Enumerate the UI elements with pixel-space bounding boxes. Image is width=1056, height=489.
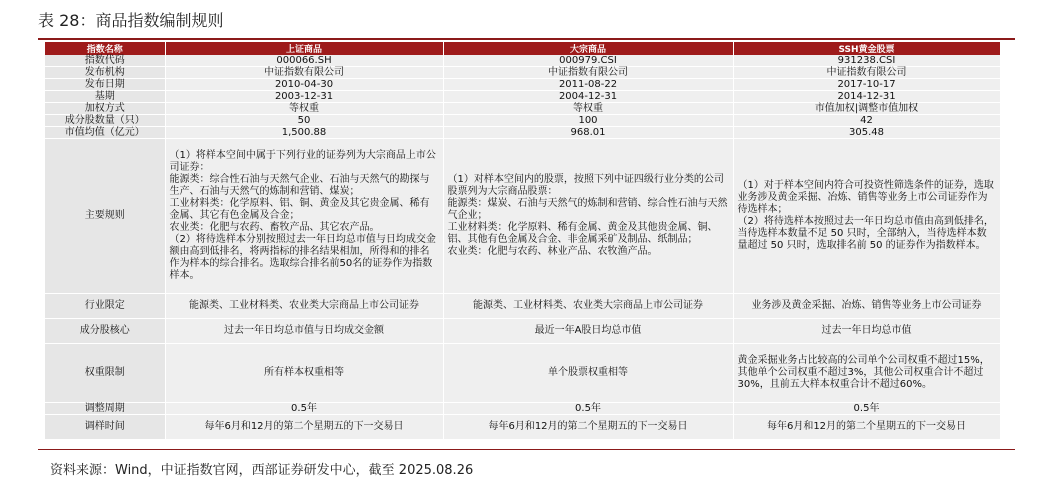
table-cell: 中证指数有限公司 [165, 67, 443, 79]
row-label: 权重限制 [45, 344, 165, 403]
table-row [45, 55, 1000, 67]
footer-divider [38, 449, 1015, 450]
table-cell: 每年6月和12月的第二个星期五的下一交易日 [733, 415, 1000, 440]
table-cell: 000066.SH [165, 55, 443, 67]
table-cell: 等权重 [165, 103, 443, 115]
table-cell: 最近一年A股日均总市值 [443, 319, 733, 344]
table-cell: 0.5年 [443, 403, 733, 415]
table-row [45, 127, 1000, 139]
table-cell: 中证指数有限公司 [443, 67, 733, 79]
table-cell: 2004-12-31 [443, 91, 733, 103]
table-cell: 100 [443, 115, 733, 127]
rules-cell-shangzheng [165, 139, 443, 294]
table-row [45, 91, 1000, 103]
table-cell: 黄金采掘业务占比较高的公司单个公司权重不超过15%，其他单个公司权重不超过3%，其他公司权重合计不超过30%，且前五大样本权重合计不超过60%。 [733, 344, 1000, 403]
table-row [45, 103, 1000, 115]
table-cell: 过去一年日均总市值 [733, 319, 1000, 344]
table-cell: 968.01 [443, 127, 733, 139]
table-row [45, 115, 1000, 127]
table-cell: 业务涉及黄金采掘、冶炼、销售等业务上市公司证券 [733, 294, 1000, 319]
table-cell: 0.5年 [165, 403, 443, 415]
rules-paragraph: 农业类：化肥与农药、畜牧产品、其它农产品。 [169, 222, 380, 233]
row-label: 成分股数量（只） [45, 115, 165, 127]
table-row [45, 415, 1000, 440]
table-cell: 能源类、工业材料类、农业类大宗商品上市公司证券 [443, 294, 733, 319]
table-cell: 所有样本权重相等 [165, 344, 443, 403]
rules-cell-ssh-gold [733, 139, 1000, 294]
rules-paragraph: （1）将样本空间中属于下列行业的证券列为大宗商品上市公司证券： [169, 150, 436, 173]
header-cell: 上证商品 [165, 42, 443, 55]
row-label: 主要规则 [45, 139, 165, 294]
table-cell: 单个股票权重相等 [443, 344, 733, 403]
row-label: 发布日期 [45, 79, 165, 91]
table-row-main-rules [45, 139, 1000, 294]
table-cell: 能源类、工业材料类、农业类大宗商品上市公司证券 [165, 294, 443, 319]
row-label: 调整周期 [45, 403, 165, 415]
index-rules-table [45, 42, 1001, 440]
table-cell: 000979.CSI [443, 55, 733, 67]
rules-paragraph: 能源类：综合性石油与天然气企业、石油与天然气的勘探与生产、石油与天然气的炼制和营销、煤炭； [169, 174, 430, 197]
table-cell: 931238.CSI [733, 55, 1000, 67]
header-cell: SSH黄金股票 [733, 42, 1000, 55]
rules-paragraph: 工业材料类：化学原料、稀有金属、黄金及其他贵金属、铜、铝、其他有色金属及合金、非金属采矿及制品、纸制品； [447, 222, 718, 245]
header-cell: 指数名称 [45, 42, 165, 55]
rules-paragraph: 工业材料类：化学原料、铝、铜、黄金及其它贵金属、稀有金属、其它有色金属及合金； [169, 198, 430, 221]
rules-paragraph: （1）对于样本空间内符合可投资性筛选条件的证券，选取业务涉及黄金采掘、冶炼、销售等业务上市公司证券作为待选样本； [737, 180, 994, 215]
row-label: 发布机构 [45, 67, 165, 79]
table-cell: 42 [733, 115, 1000, 127]
row-label: 成分股核心 [45, 319, 165, 344]
row-label: 行业限定 [45, 294, 165, 319]
table-row [45, 403, 1000, 415]
table-cell: 2011-08-22 [443, 79, 733, 91]
source-note: 资料来源：Wind，中证指数官网，西部证券研发中心，截至 2025.08.26 [50, 463, 474, 478]
rules-paragraph: 农业类：化肥与农药、林业产品、农牧渔产品。 [447, 246, 658, 257]
header-cell: 大宗商品 [443, 42, 733, 55]
header-row [45, 42, 1000, 55]
table-cell: 每年6月和12月的第二个星期五的下一交易日 [443, 415, 733, 440]
row-label: 基期 [45, 91, 165, 103]
table-cell: 中证指数有限公司 [733, 67, 1000, 79]
table-row [45, 79, 1000, 91]
title-divider [38, 38, 1015, 40]
rules-paragraph: （2）将待选样本分别按照过去一年日均总市值与日均成交金额由高到低排名，将两指标的排名结果相加，所得和的排名作为样本的综合排名。选取综合排名前50名的证券作为指数样本。 [169, 234, 436, 281]
table-cell: 市值加权|调整市值加权 [733, 103, 1000, 115]
table-cell: 2003-12-31 [165, 91, 443, 103]
table-cell: 2014-12-31 [733, 91, 1000, 103]
table-row [45, 294, 1000, 319]
table-cell: 每年6月和12月的第二个星期五的下一交易日 [165, 415, 443, 440]
table-cell: 305.48 [733, 127, 1000, 139]
table-row [45, 319, 1000, 344]
rules-paragraph: （2）将待选样本按照过去一年日均总市值由高到低排名，当待选样本数量不足 50 只时，全部纳入，当待选样本数量超过 50 只时，选取排名前 50 的证券作为指数样本。 [737, 216, 994, 251]
table-cell: 1,500.88 [165, 127, 443, 139]
table-row [45, 344, 1000, 403]
table-cell: 0.5年 [733, 403, 1000, 415]
table-cell: 等权重 [443, 103, 733, 115]
table-title: 表 28：商品指数编制规则 [38, 11, 224, 30]
table-cell: 50 [165, 115, 443, 127]
row-label: 指数代码 [45, 55, 165, 67]
table-cell: 过去一年日均总市值与日均成交金额 [165, 319, 443, 344]
row-label: 加权方式 [45, 103, 165, 115]
row-label: 市值均值（亿元） [45, 127, 165, 139]
table-cell: 2010-04-30 [165, 79, 443, 91]
rules-paragraph: （1）对样本空间内的股票，按照下列中证四级行业分类的公司股票列为大宗商品股票： [447, 174, 724, 197]
rules-cell-dazong [443, 139, 733, 294]
table-row [45, 67, 1000, 79]
table-cell: 2017-10-17 [733, 79, 1000, 91]
row-label: 调样时间 [45, 415, 165, 440]
rules-paragraph: 能源类：煤炭、石油与天然气的炼制和营销、综合性石油与天然气企业； [447, 198, 728, 221]
